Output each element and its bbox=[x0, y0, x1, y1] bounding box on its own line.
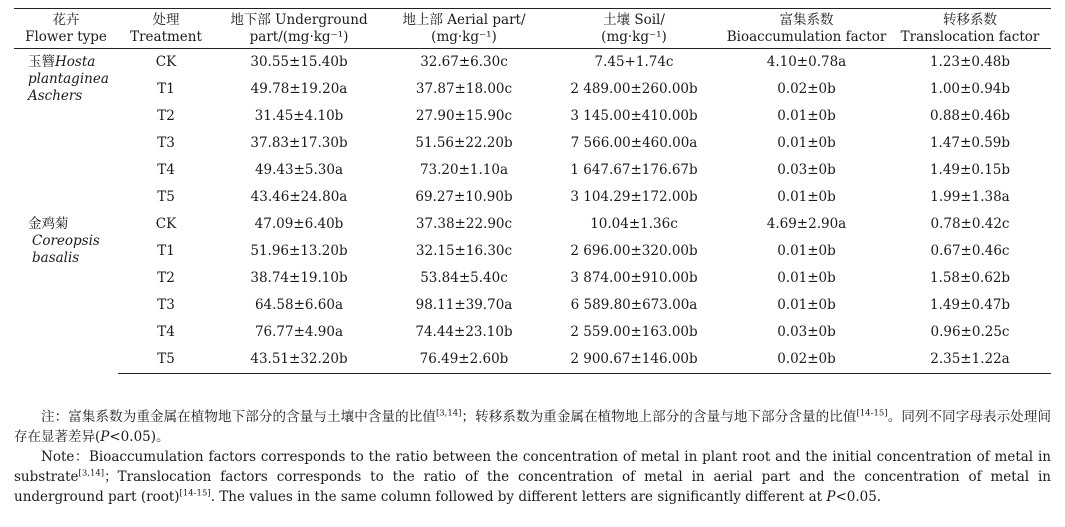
note-english: Note：Bioaccumulation factors corresponds to the ratio between the concentration of metal in plant root and the initial concentration of metal in substrate[3,14]；Translocation factors corresponds to the ratio of the concentration of metal in aerial part and the concentration of metal in underground part (root)[14-15]. The values in the same column followed by different letters are significantly different at P<0.05. bbox=[14, 449, 1051, 505]
value-cell: 0.03±0b bbox=[777, 162, 836, 178]
value-cell: 69.27±10.90b bbox=[415, 189, 513, 205]
value-cell: 0.01±0b bbox=[777, 135, 836, 151]
table-row bbox=[14, 265, 1051, 292]
treatment-cell: T2 bbox=[157, 108, 175, 124]
value-cell: 0.96±0.25c bbox=[930, 324, 1010, 340]
value-cell: 49.43±5.30a bbox=[254, 162, 344, 178]
header-en: (mg·kg⁻¹) bbox=[601, 29, 667, 45]
value-cell: 38.74±19.10b bbox=[250, 270, 348, 286]
value-cell: 51.96±13.20b bbox=[250, 243, 348, 259]
value-cell: 10.04±1.36c bbox=[590, 216, 678, 232]
value-cell: 1.47±0.59b bbox=[929, 135, 1011, 151]
value-cell: 51.56±22.20b bbox=[415, 135, 513, 151]
flower-type-cell bbox=[14, 49, 118, 212]
value-cell: 53.84±5.40c bbox=[420, 270, 508, 286]
treatment-cell: T5 bbox=[118, 346, 214, 374]
table-row bbox=[14, 49, 1051, 77]
header-cell bbox=[889, 9, 1051, 49]
value-cell: 32.15±16.30c bbox=[415, 243, 513, 259]
value-cell: 76.49±2.60b bbox=[384, 346, 544, 374]
table-row bbox=[14, 292, 1051, 319]
treatment-cell: T3 bbox=[157, 135, 175, 151]
value-cell: 43.51±32.20b bbox=[214, 346, 384, 374]
table-body bbox=[14, 49, 1051, 374]
value-cell: 0.01±0b bbox=[777, 297, 836, 313]
treatment-cell: T2 bbox=[157, 270, 175, 286]
value-cell: 1.58±0.62b bbox=[929, 270, 1011, 286]
value-cell: 0.02±0b bbox=[777, 81, 836, 97]
value-cell: 0.02±0b bbox=[724, 346, 889, 374]
header-cn: 花卉 bbox=[52, 12, 80, 28]
heavy-metal-table bbox=[14, 8, 1051, 374]
table-row bbox=[14, 238, 1051, 265]
value-cell: 1.99±1.38a bbox=[930, 189, 1010, 205]
treatment-cell: T4 bbox=[157, 324, 175, 340]
value-cell: 1.00±0.94b bbox=[929, 81, 1011, 97]
value-cell: 3 874.00±910.00b bbox=[570, 270, 698, 286]
table-row bbox=[14, 103, 1051, 130]
header-cell bbox=[214, 9, 384, 49]
value-cell: 74.44±23.10b bbox=[415, 324, 513, 340]
value-cell: 47.09±6.40b bbox=[254, 216, 344, 232]
value-cell: 3 145.00±410.00b bbox=[570, 108, 698, 124]
flower-name-latin: Coreopsis bbox=[32, 233, 100, 249]
treatment-cell: CK bbox=[155, 54, 177, 70]
value-cell: 4.69±2.90a bbox=[766, 216, 847, 232]
header-cell bbox=[14, 9, 118, 49]
header-en: Translocation factor bbox=[900, 29, 1040, 45]
header-en: part/(mg·kg⁻¹) bbox=[249, 29, 349, 45]
treatment-cell: T1 bbox=[157, 81, 175, 97]
value-cell: 43.46±24.80a bbox=[250, 189, 348, 205]
flower-name-cn: 玉簪 bbox=[28, 54, 55, 70]
value-cell: 27.90±15.90c bbox=[415, 108, 513, 124]
header-cell bbox=[384, 9, 544, 49]
value-cell: 4.10±0.78a bbox=[766, 54, 847, 70]
flower-name-latin: basalis bbox=[32, 250, 80, 266]
header-cell bbox=[724, 9, 889, 49]
value-cell: 64.58±6.60a bbox=[254, 297, 344, 313]
header-en: Bioaccumulation factor bbox=[726, 29, 887, 45]
value-cell: 0.01±0b bbox=[777, 270, 836, 286]
value-cell: 98.11±39.70a bbox=[415, 297, 513, 313]
header-cn: 富集系数 bbox=[779, 12, 834, 28]
value-cell: 37.38±22.90c bbox=[415, 216, 513, 232]
header-en: Treatment bbox=[130, 29, 202, 45]
header-cn: 地上部 Aerial part/ bbox=[402, 12, 526, 28]
table-row bbox=[14, 346, 1051, 374]
note-chinese: 注：富集系数为重金属在植物地下部分的含量与土壤中含量的比值[3,14]；转移系数为重金属在植物地上部分的含量与地下部分含量的比值[14-15]。同列不同字母表示处理间存在显著差异(P<0.05)。 bbox=[14, 408, 1052, 445]
treatment-cell: T4 bbox=[157, 162, 175, 178]
value-cell: 0.01±0b bbox=[777, 243, 836, 259]
flower-name-cn: 金鸡菊 bbox=[28, 216, 69, 232]
value-cell: 1 647.67±176.67b bbox=[570, 162, 698, 178]
value-cell: 76.77±4.90a bbox=[254, 324, 344, 340]
value-cell: 7.45+1.74c bbox=[594, 54, 674, 70]
treatment-cell: T1 bbox=[157, 243, 175, 259]
value-cell: 2 559.00±163.00b bbox=[570, 324, 698, 340]
value-cell: 2 489.00±260.00b bbox=[570, 81, 698, 97]
value-cell: 0.03±0b bbox=[777, 324, 836, 340]
header-cell bbox=[118, 9, 214, 49]
table-row bbox=[14, 130, 1051, 157]
value-cell: 1.49±0.15b bbox=[929, 162, 1011, 178]
value-cell: 1.49±0.47b bbox=[929, 297, 1011, 313]
header-cell bbox=[544, 9, 724, 49]
header-en: Flower type bbox=[25, 29, 107, 45]
table-notes bbox=[14, 407, 1051, 507]
table-header bbox=[14, 9, 1051, 49]
value-cell: 0.78±0.42c bbox=[930, 216, 1010, 232]
value-cell: 6 589.80±673.00a bbox=[570, 297, 698, 313]
treatment-cell: T5 bbox=[157, 189, 175, 205]
value-cell: 37.83±17.30b bbox=[250, 135, 348, 151]
table-row bbox=[14, 184, 1051, 211]
table-row bbox=[14, 319, 1051, 346]
table-row bbox=[14, 211, 1051, 238]
value-cell: 32.67±6.30c bbox=[420, 54, 508, 70]
treatment-cell: T3 bbox=[157, 297, 175, 313]
flower-name-latin: Hosta bbox=[55, 54, 96, 70]
value-cell: 2 900.67±146.00b bbox=[544, 346, 724, 374]
header-cn: 处理 bbox=[152, 12, 180, 28]
header-en: (mg·kg⁻¹) bbox=[431, 29, 497, 45]
flower-name-latin: plantaginea bbox=[28, 71, 109, 87]
flower-name-latin: Aschers bbox=[28, 88, 83, 104]
value-cell: 0.01±0b bbox=[777, 189, 836, 205]
header-cn: 转移系数 bbox=[943, 12, 997, 28]
table-row bbox=[14, 157, 1051, 184]
value-cell: 31.45±4.10b bbox=[254, 108, 344, 124]
value-cell: 2.35±1.22a bbox=[889, 346, 1051, 374]
value-cell: 73.20±1.10a bbox=[419, 162, 509, 178]
value-cell: 3 104.29±172.00b bbox=[570, 189, 698, 205]
value-cell: 0.88±0.46b bbox=[929, 108, 1011, 124]
value-cell: 49.78±19.20a bbox=[250, 81, 348, 97]
value-cell: 1.23±0.48b bbox=[929, 54, 1011, 70]
value-cell: 30.55±15.40b bbox=[250, 54, 348, 70]
value-cell: 0.01±0b bbox=[777, 108, 836, 124]
header-cn: 地下部 Underground bbox=[230, 12, 368, 28]
value-cell: 37.87±18.00c bbox=[415, 81, 513, 97]
treatment-cell: CK bbox=[155, 216, 177, 232]
header-cn: 土壤 Soil/ bbox=[603, 12, 665, 28]
flower-type-cell bbox=[14, 211, 118, 374]
table-row bbox=[14, 76, 1051, 103]
value-cell: 0.67±0.46c bbox=[930, 243, 1010, 259]
value-cell: 7 566.00±460.00a bbox=[570, 135, 698, 151]
value-cell: 2 696.00±320.00b bbox=[570, 243, 698, 259]
